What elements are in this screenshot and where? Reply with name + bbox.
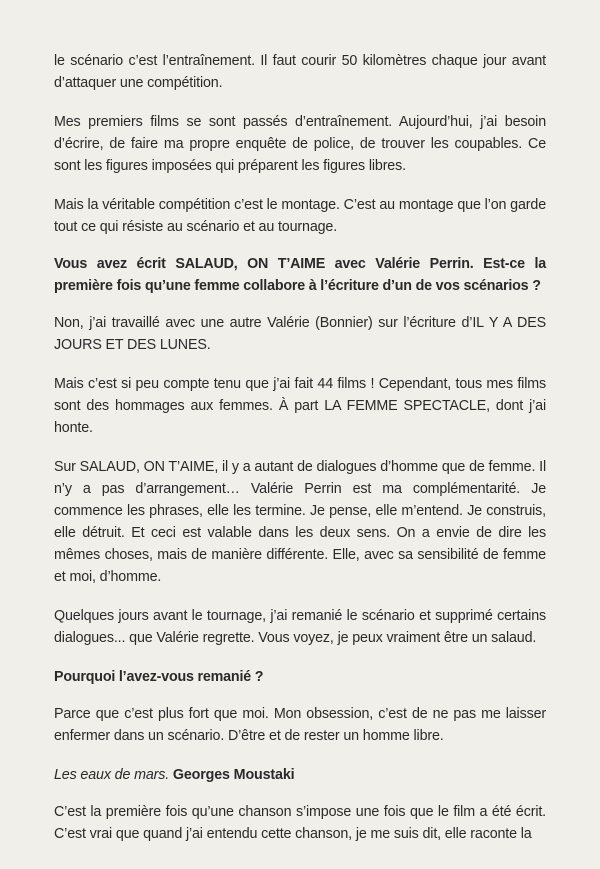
paragraph-obsession: Parce que c’est plus fort que moi. Mon obsession, c’est de ne pas me laisser enfermer dans un scénario. D’être et de rester un homme libre. (54, 706, 546, 744)
paragraph-editing: Mais la véritable compétition c’est le montage. C’est au montage que l’on garde tout ce qui résiste au scénario et au tournage. (54, 197, 546, 235)
song-heading (54, 764, 546, 786)
paragraph-other-valerie: Non, j’ai travaillé avec une autre Valérie (Bonnier) sur l’écriture d’IL Y A DES JOURS ET DES LUNES. (54, 315, 546, 353)
paragraph-44-films: Mais c’est si peu compte tenu que j’ai fait 44 films ! Cependant, tous mes films sont des hommages aux femmes. À part LA FEMME SPECTACLE, dont j’ai honte. (54, 376, 546, 436)
paragraph-training: le scénario c’est l’entraînement. Il faut courir 50 kilomètres chaque jour avant d’attaquer une compétition. (54, 53, 546, 91)
song-title: Les eaux de mars. (54, 767, 170, 783)
question-cowriter: Vous avez écrit SALAUD, ON T’AIME avec Valérie Perrin. Est-ce la première fois qu’une femme collabore à l’écriture d’un de vos scénarios ? (54, 256, 546, 294)
paragraph-rewrite: Quelques jours avant le tournage, j’ai remanié le scénario et supprimé certains dialogues... que Valérie regrette. Vous voyez, je peux vraiment être un salaud. (54, 608, 546, 646)
paragraph-dialogues: Sur SALAUD, ON T’AIME, il y a autant de dialogues d’homme que de femme. Il n’y a pas d’arrangement… Valérie Perrin est ma complémentarité. Je commence les phrases, elle les termine. Je pense, elle m’entend. Je construis, elle détruit. Et ceci est valable dans les deux sens. On a envie de dire les mêmes choses, mais de manière différente. Elle, avec sa sensibilité de femme et moi, d’homme. (54, 459, 546, 585)
paragraph-first-films: Mes premiers films se sont passés d’entraînement. Aujourd’hui, j’ai besoin d’écrire, de faire ma propre enquête de police, de trouver les coupables. Ce sont les figures imposées qui préparent les figures libres. (54, 114, 546, 174)
question-why-rewrite: Pourquoi l’avez-vous remanié ? (54, 669, 264, 685)
song-artist: Georges Moustaki (172, 767, 295, 783)
paragraph-song-intro: C’est la première fois qu’une chanson s’impose une fois que le film a été écrit. C’est vrai que quand j’ai entendu cette chanson, je me suis dit, elle raconte la (54, 804, 546, 842)
